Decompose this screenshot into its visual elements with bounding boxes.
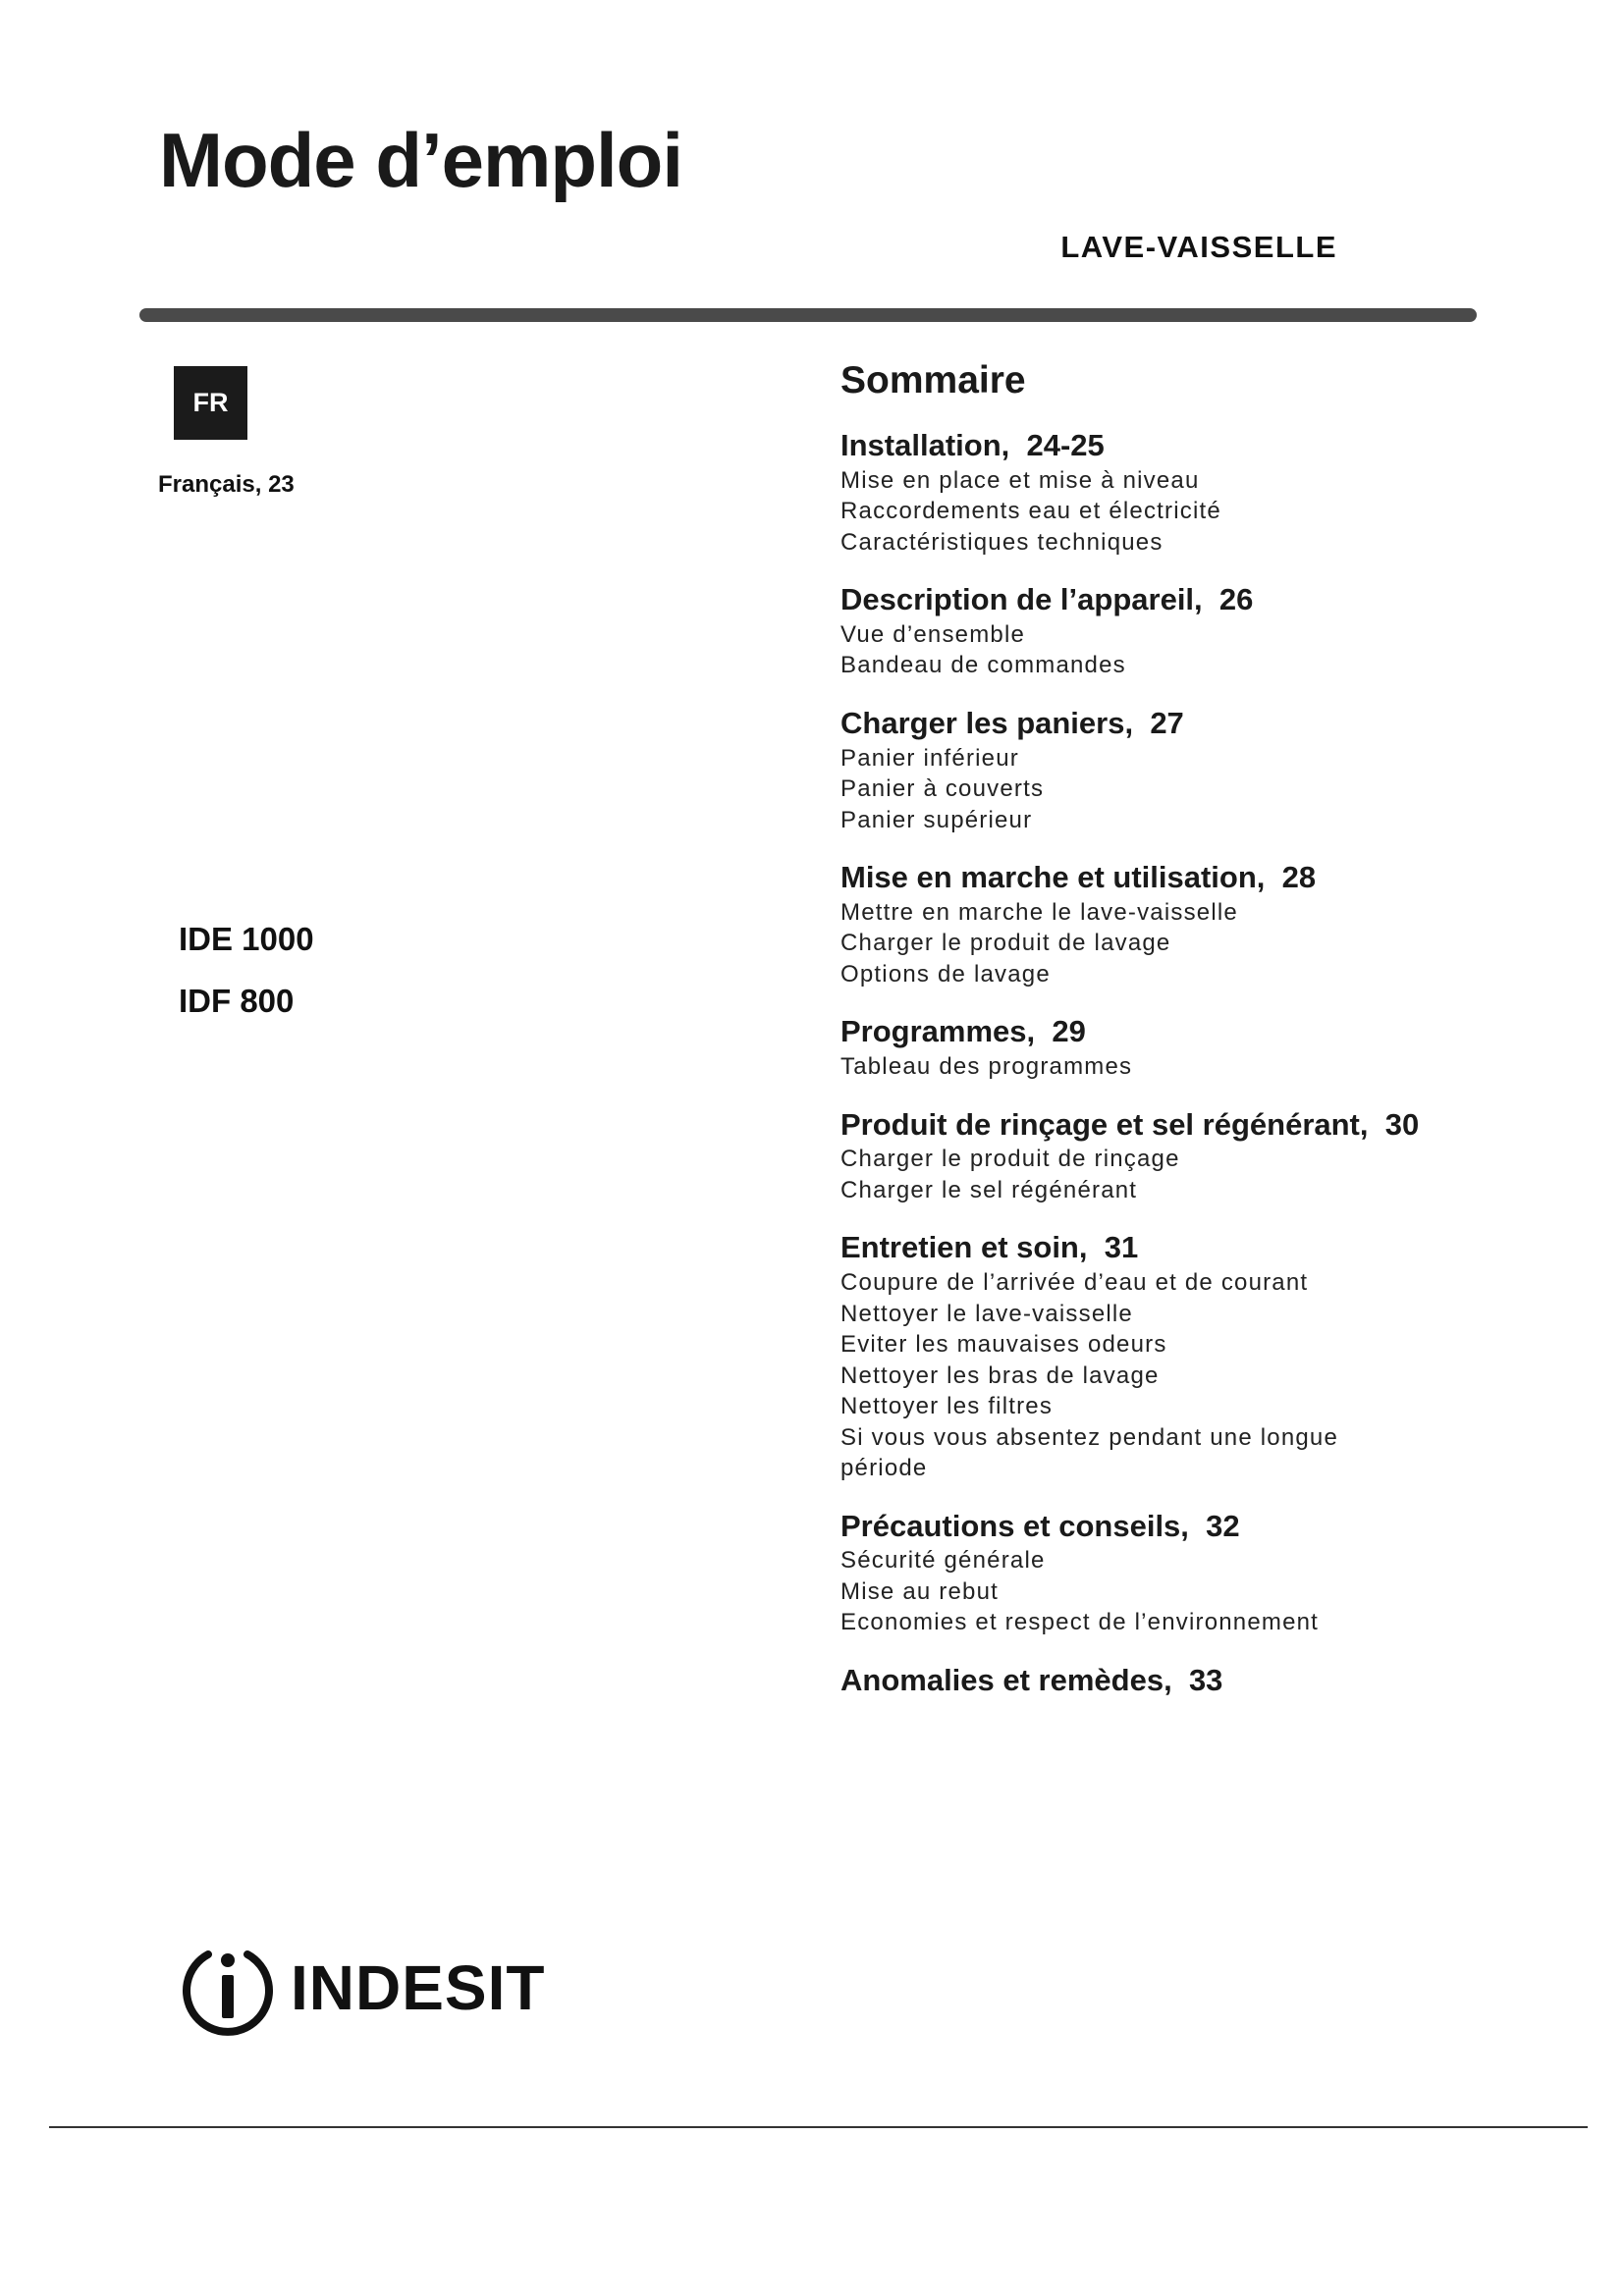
toc-page-number: 31 [1104, 1230, 1139, 1265]
toc-heading-text: Description de l’appareil, [840, 582, 1203, 617]
toc-heading [840, 1106, 1528, 1145]
toc-heading [840, 581, 1528, 619]
language-page: 23 [268, 471, 295, 498]
toc-title: Sommaire [840, 359, 1026, 401]
toc-subitem: Eviter les mauvaises odeurs [840, 1331, 1167, 1359]
toc-subitem: Coupure de l’arrivée d’eau et de courant [840, 1269, 1309, 1297]
toc-page-number: 30 [1384, 1106, 1420, 1142]
toc-subitem: Nettoyer les filtres [840, 1393, 1054, 1420]
toc-heading-text: Produit de rinçage et sel régénérant, [840, 1106, 1369, 1142]
toc-heading [840, 427, 1528, 465]
brand-logo [179, 1939, 545, 2037]
toc-section [840, 581, 1528, 681]
table-of-contents [840, 358, 1528, 1724]
toc-heading-text: Anomalies et remèdes, [840, 1662, 1172, 1697]
toc-subitem: Nettoyer le lave-vaisselle [840, 1300, 1133, 1327]
toc-subitem: Charger le produit de lavage [840, 930, 1171, 957]
toc-subitem: Vue d’ensemble [840, 620, 1026, 648]
toc-subitem: Caractéristiques techniques [840, 528, 1164, 556]
toc-section [840, 705, 1528, 835]
toc-section [840, 1662, 1528, 1700]
toc-section [840, 1508, 1528, 1638]
toc-subitem: Mettre en marche le lave-vaisselle [840, 898, 1238, 926]
toc-subitem: Options de lavage [840, 960, 1051, 988]
language-entry [158, 471, 295, 499]
model-list [179, 923, 314, 1046]
toc-page-number: 27 [1150, 705, 1184, 740]
product-category: LAVE-VAISSELLE [1060, 230, 1337, 264]
toc-page-number: 29 [1052, 1014, 1086, 1049]
brand-name: INDESIT [291, 1952, 546, 2023]
toc-heading [840, 705, 1528, 743]
toc-section [840, 859, 1528, 989]
toc-heading-text: Installation, [840, 427, 1010, 462]
toc-subitem: Si vous vous absentez pendant une longue période [840, 1423, 1339, 1482]
toc-subitem: Economies et respect de l’environnement [840, 1609, 1320, 1636]
toc-page-number: 24-25 [1026, 427, 1105, 462]
language-badge: FR [174, 366, 247, 440]
model-name: IDE 1000 [179, 921, 314, 957]
toc-page-number: 26 [1218, 582, 1254, 617]
model-name: IDF 800 [179, 983, 295, 1019]
toc-heading-text: Mise en marche et utilisation, [840, 860, 1266, 895]
toc-heading-text: Entretien et soin, [840, 1230, 1088, 1265]
toc-page-number: 28 [1281, 860, 1317, 895]
toc-subitem: Tableau des programmes [840, 1053, 1133, 1081]
footer-divider [49, 2126, 1588, 2128]
toc-page-number: 32 [1206, 1508, 1240, 1543]
header-divider [139, 308, 1477, 322]
toc-subitem: Mise en place et mise à niveau [840, 466, 1200, 494]
toc-subitem: Panier à couverts [840, 775, 1045, 803]
toc-heading-text: Précautions et conseils, [840, 1508, 1189, 1543]
toc-heading-text: Charger les paniers, [840, 705, 1134, 740]
toc-page-number: 33 [1188, 1662, 1223, 1697]
toc-subitem: Sécurité générale [840, 1547, 1046, 1575]
toc-heading [840, 1662, 1528, 1700]
toc-subitem: Mise au rebut [840, 1577, 1000, 1605]
toc-section [840, 1229, 1528, 1483]
language-name: Français, [158, 471, 262, 498]
toc-subitem: Charger le produit de rinçage [840, 1146, 1180, 1173]
indesit-logo-icon [179, 1939, 277, 2037]
toc-section [840, 1106, 1528, 1206]
toc-subitem: Nettoyer les bras de lavage [840, 1362, 1160, 1389]
toc-heading [840, 859, 1528, 897]
toc-subitem: Panier supérieur [840, 806, 1033, 833]
toc-section [840, 1013, 1528, 1082]
toc-subitem: Raccordements eau et électricité [840, 498, 1221, 525]
toc-subitem: Panier inférieur [840, 744, 1019, 772]
toc-subitem: Charger le sel régénérant [840, 1176, 1138, 1203]
toc-sections [840, 427, 1528, 1700]
toc-section [840, 427, 1528, 558]
toc-heading-text: Programmes, [840, 1014, 1036, 1049]
toc-heading [840, 1229, 1528, 1267]
toc-subitem: Bandeau de commandes [840, 652, 1126, 679]
toc-heading [840, 1508, 1528, 1546]
toc-heading [840, 1013, 1528, 1051]
document-title: Mode d’emploi [159, 117, 682, 203]
